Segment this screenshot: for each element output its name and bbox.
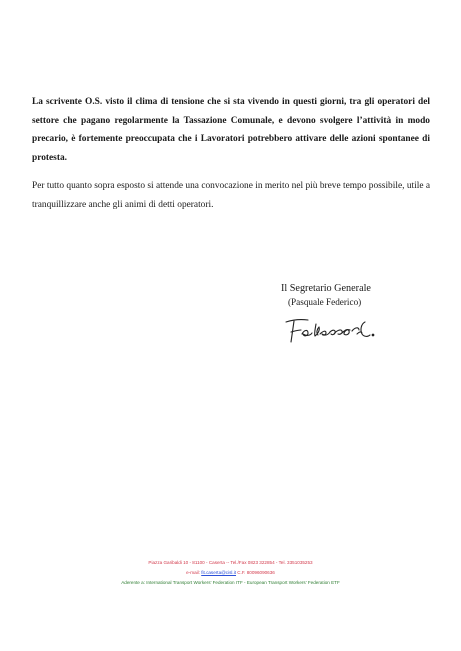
footer-email-link[interactable]: fit.caserta@cisl.it — [201, 570, 237, 575]
footer-email-label: e-mail: — [186, 570, 202, 575]
request-paragraph: Per tutto quanto sopra esposto si attende una convocazione in merito nel più breve tempo possibile, utile a tranquillizzare anche gli animi di detti operatori. — [32, 181, 430, 210]
signatory-name: (Pasquale Federico) — [288, 297, 362, 307]
footer-affiliation: Aderente a: International Transport Workers’ Federation ITF - European Transport Workers’ Federation ETF — [121, 580, 340, 585]
footer-address: Piazza Garibaldi 10 - 81100 - Caserta -- Tel./Fax 0823 322854 - Tel. 3351035253 — [148, 560, 313, 565]
opening-paragraph: La scrivente O.S. visto il clima di tensione che si sta vivendo in questi giorni, tra gli operatori del settore che pagano regolarmente la Tassazione Comunale, e devono svolgere l’attività in modo precario, è fortemente preoccupata che i Lavoratori potrebbero attivare delle azioni spontanee di protesta. — [32, 97, 430, 163]
handwritten-signature — [282, 306, 382, 346]
footer-contact — [0, 568, 461, 578]
signatory-title: Il Segretario Generale — [281, 283, 371, 294]
footer-fiscal-code: C.F. 80096090636 — [236, 570, 275, 575]
